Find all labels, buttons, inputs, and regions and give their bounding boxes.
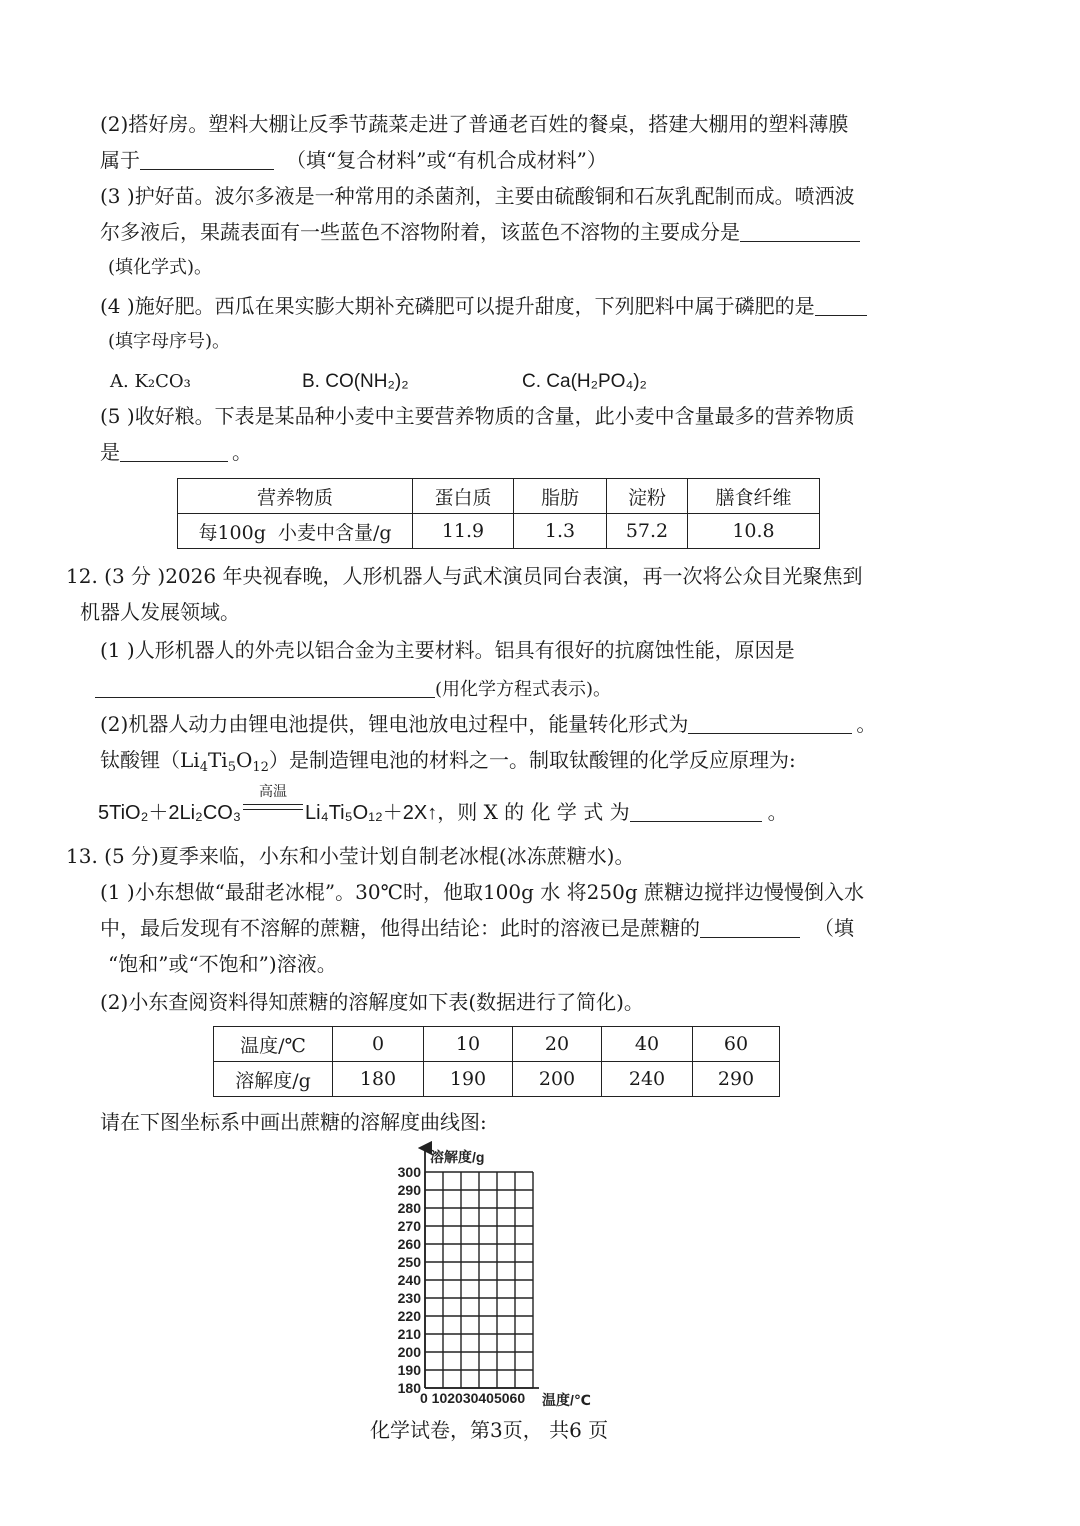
solubility-table xyxy=(213,1026,780,1097)
q11-p2-line1: (2)搭好房。塑料大棚让反季节蔬菜走进了普通老百姓的餐桌，搭建大棚用的塑料薄膜 xyxy=(100,112,849,136)
table-cell: 240 xyxy=(602,1062,693,1097)
table-cell: 10 xyxy=(424,1027,513,1062)
answer-blank-q12-x[interactable] xyxy=(630,801,762,822)
q12-p2-line2-b: ）是制造锂电池的材料之一。制取钛酸锂的化学反应原理为: xyxy=(268,748,796,772)
table-row xyxy=(214,1027,780,1062)
y-tick-label: 200 xyxy=(397,1344,421,1360)
table-cell: 57.2 xyxy=(607,514,688,549)
table-cell: 淀粉 xyxy=(607,479,688,514)
q11-p2-prefix: 属于 xyxy=(100,148,140,172)
q11-p5-line2 xyxy=(100,438,252,466)
table-cell: 营养物质 xyxy=(178,479,413,514)
x-tick-labels: 0 102030405060 xyxy=(420,1390,526,1406)
q12-line2: 机器人发展领域。 xyxy=(80,600,240,624)
q12-p2-line1 xyxy=(100,710,876,738)
y-tick-label: 230 xyxy=(397,1290,421,1306)
q13-p1-line2-text: 中，最后发现有不溶解的蔗糖，他得出结论：此时的溶液已是蔗糖的 xyxy=(100,916,700,940)
q11-p2-line2 xyxy=(100,146,607,174)
x-axis-label: 温度/℃ xyxy=(542,1392,591,1408)
q11-p5-prefix: 是 xyxy=(100,440,120,464)
table-row xyxy=(178,514,820,549)
y-tick-label: 260 xyxy=(397,1236,421,1252)
q13-p1-line2 xyxy=(100,914,854,942)
q11-p5-suffix: 。 xyxy=(232,440,252,464)
nutrition-table xyxy=(177,478,820,549)
y-tick-label: 210 xyxy=(397,1326,421,1342)
q13-p1-line2-end: （填 xyxy=(814,916,854,940)
q11-p3-line3: (填化学式)。 xyxy=(108,257,213,278)
answer-blank-q12-1[interactable] xyxy=(95,677,435,698)
y-tick-label: 300 xyxy=(397,1164,421,1180)
table-cell: 10.8 xyxy=(688,514,820,549)
option-b: B. CO(NH₂)₂ xyxy=(302,371,409,392)
table-cell: 20 xyxy=(513,1027,602,1062)
q12-p1-suffix: (用化学方程式表示)。 xyxy=(435,679,612,700)
answer-blank-q11-3[interactable] xyxy=(740,221,860,242)
answer-blank-q11-2[interactable] xyxy=(140,149,274,170)
q11-p3-line2-text: 尔多液后，果蔬表面有一些蓝色不溶物附着，该蓝色不溶物的主要成分是 xyxy=(100,220,740,244)
eq-right: Li₄Ti₅O₁₂＋2X↑ xyxy=(304,802,438,824)
reaction-condition xyxy=(243,783,303,815)
q13-line1: 13. (5 分)夏季来临，小东和小莹计划自制老冰棍(冰冻蔗糖水)。 xyxy=(66,844,635,868)
q13-prompt: 请在下图坐标系中画出蔗糖的溶解度曲线图: xyxy=(100,1110,487,1134)
reaction-equation xyxy=(98,783,788,827)
y-tick-label: 280 xyxy=(397,1200,421,1216)
q11-p3-line2 xyxy=(100,218,860,246)
table-cell: 180 xyxy=(333,1062,424,1097)
q13-p2-line1: (2)小东查阅资料得知蔗糖的溶解度如下表(数据进行了简化)。 xyxy=(100,990,644,1014)
table-row xyxy=(178,479,820,514)
table-cell: 溶解度/g xyxy=(214,1062,333,1097)
y-tick-label: 270 xyxy=(397,1218,421,1234)
table-cell: 190 xyxy=(424,1062,513,1097)
table-cell: 每100g 小麦中含量/g xyxy=(178,514,413,549)
answer-blank-q13-1[interactable] xyxy=(700,917,800,938)
q11-p3-line1: (3 )护好苗。波尔多液是一种常用的杀菌剂，主要由硫酸铜和石灰乳配制而成。喷洒波 xyxy=(100,184,855,208)
table-cell: 11.9 xyxy=(413,514,514,549)
table-cell: 60 xyxy=(693,1027,780,1062)
table-cell: 膳食纤维 xyxy=(688,479,820,514)
y-axis-label: 溶解度/g xyxy=(430,1149,485,1165)
table-cell: 脂肪 xyxy=(514,479,607,514)
q12-line1: 12. (3 分 )2026 年央视春晚，人形机器人与武术演员同台表演，再一次将公众目光聚焦到 xyxy=(66,564,863,588)
q12-p2-line1-text: (2)机器人动力由锂电池提供，锂电池放电过程中，能量转化形式为 xyxy=(100,712,689,736)
page-footer: 化学试卷，第3页， 共6 页 xyxy=(370,1418,609,1442)
table-cell: 200 xyxy=(513,1062,602,1097)
q12-p1-line2 xyxy=(95,674,611,704)
solubility-grid-chart[interactable] xyxy=(380,1140,620,1412)
table-cell: 40 xyxy=(602,1027,693,1062)
q12-p2-line2: 钛酸锂$(Li_4Ti_5O_{12})$是制造锂电池的材料之一。制取钛酸锂的化学反应原理为: xyxy=(100,748,796,775)
q12-p2-line2-a: 钛酸锂（Li xyxy=(100,748,200,772)
table-row xyxy=(214,1062,780,1097)
q12-p1-line1: (1 )人形机器人的外壳以铝合金为主要材料。铝具有很好的抗腐蚀性能，原因是 xyxy=(100,638,795,662)
table-cell: 1.3 xyxy=(514,514,607,549)
option-c: C. Ca(H₂PO₄)₂ xyxy=(522,371,647,392)
eq-end: 。 xyxy=(767,802,788,824)
answer-blank-q12-2[interactable] xyxy=(688,713,852,734)
answer-blank-q11-4[interactable] xyxy=(815,295,867,316)
q11-p5-line1: (5 )收好粮。下表是某品种小麦中主要营养物质的含量，此小麦中含量最多的营养物质 xyxy=(100,404,855,428)
table-cell: 温度/℃ xyxy=(214,1027,333,1062)
q11-p4-line1-text: (4 )施好肥。西瓜在果实膨大期补充磷肥可以提升甜度，下列肥料中属于磷肥的是 xyxy=(100,294,815,318)
q11-p4-line2: (填字母序号)。 xyxy=(108,331,231,352)
option-a: A. K₂CO₃ xyxy=(110,371,191,392)
table-cell: 0 xyxy=(333,1027,424,1062)
eq-tail: ，则 X 的 化 学 式 为 xyxy=(437,800,630,824)
y-tick-label: 250 xyxy=(397,1254,421,1270)
answer-blank-q11-5[interactable] xyxy=(120,441,228,462)
y-tick-label: 180 xyxy=(397,1380,421,1396)
y-tick-label: 290 xyxy=(397,1182,421,1198)
q11-p2-suffix: （填“复合材料”或“有机合成材料”） xyxy=(286,148,607,172)
table-cell: 蛋白质 xyxy=(413,479,514,514)
table-cell: 290 xyxy=(693,1062,780,1097)
y-tick-label: 190 xyxy=(397,1362,421,1378)
q12-p2-line1-end: 。 xyxy=(856,712,877,736)
q11-p4-line1 xyxy=(100,292,867,320)
y-tick-label: 220 xyxy=(397,1308,421,1324)
eq-left: 5TiO₂＋2Li₂CO₃ xyxy=(98,802,241,824)
q13-p1-line1: (1 )小东想做“最甜老冰棍”。30℃时，他取100g 水 将250g 蔗糖边搅拌边慢慢倒入水 xyxy=(100,880,864,904)
y-tick-label: 240 xyxy=(397,1272,421,1288)
condition-label: 高温 xyxy=(258,783,287,799)
q13-p1-line3: “饱和”或“不饱和”)溶液。 xyxy=(108,952,337,976)
